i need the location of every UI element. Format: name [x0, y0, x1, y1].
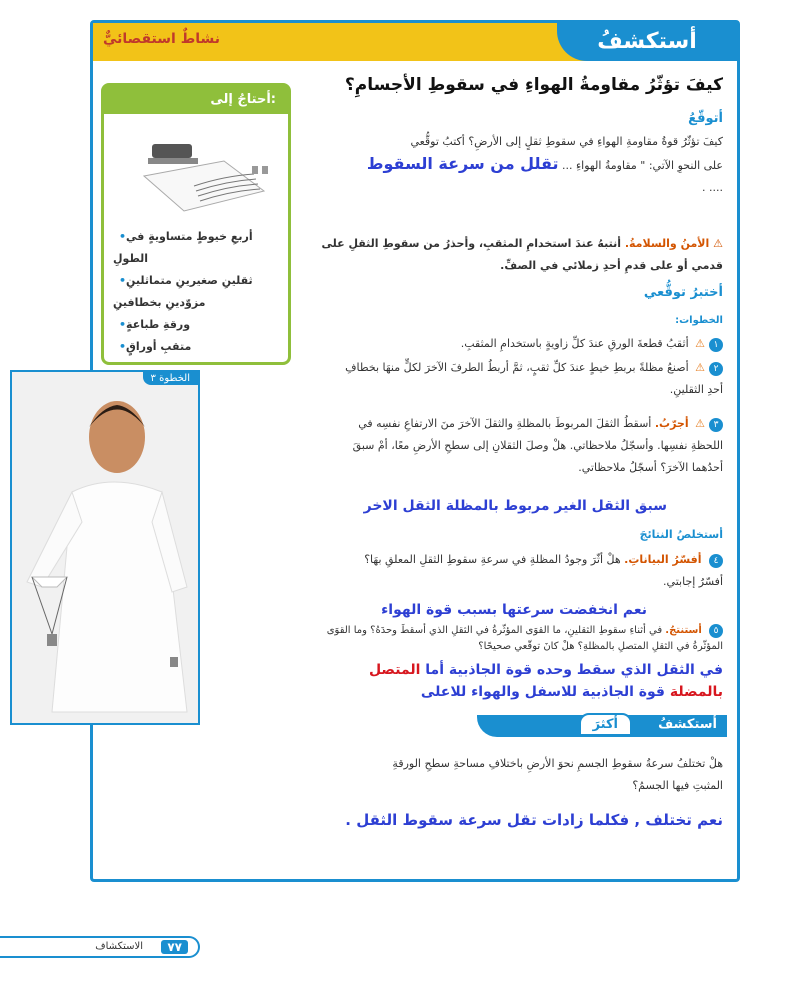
step-4: [343, 549, 723, 593]
answer-3: سبق الثقل الغير مربوط بالمظلة الثقل الاخر: [363, 498, 667, 514]
step-2-text: أصنعُ مظلةً بربطِ خيطٍ عندَ كلِّ ثقبٍ، ثمَّ أربطُ الطرفَ الآخرَ لكلٍّ منهَا بخطافِ أحدِ الثقلينِ.: [345, 361, 723, 396]
predict-line-2: [313, 153, 723, 177]
step-4-label: أفسّرُ البياناتِ.: [624, 553, 702, 566]
answer-5-part-d: قوة الجاذبية للاسفل والهواء للاعلى: [420, 684, 665, 700]
step-2: [343, 357, 723, 401]
main-question: كيفَ تؤثّرُ مقاومةُ الهواءِ في سقوطِ الأجسامِ؟: [344, 75, 723, 95]
list-item: • أربعِ خيوطٍ متساويةٍ في الطولِ: [113, 226, 278, 270]
materials-list: [113, 226, 278, 358]
safety-text: أنتبهُ عندَ استخدامِ المثقبِ، وأحذرُ من سقوطِ الثقلِ على قدمي أو على قدمِ أحدِ زملائي في الصفِّ.: [321, 237, 723, 272]
warning-icon: ⚠: [695, 417, 705, 430]
steps-label: الخطوات:: [675, 315, 723, 326]
predict-answer: تقلل من سرعة السقوط: [366, 154, 559, 173]
boy-photo: [10, 370, 200, 725]
answer-5-line-2: [323, 681, 723, 703]
safety-label: الأمنُ والسلامةُ.: [624, 237, 710, 250]
predict-dots: .... .: [702, 181, 723, 194]
footer-label: الاستكشاف: [95, 941, 143, 952]
test-heading: أختبرُ توقُّعي: [643, 285, 723, 300]
list-item: • متقبِ أوراقٍ: [113, 336, 278, 358]
materials-illustration: [134, 136, 274, 216]
header-bar: [93, 23, 737, 61]
step-1-text: أثقبُ قطعةَ الورقِ عندَ كلِّ زاويةٍ باستخدامِ المثقبِ.: [460, 337, 689, 350]
explore-more-answer: نعم تختلف , فكلما زادات تقل سرعة سقوط الثقل .: [345, 811, 723, 829]
list-item: • ورقةِ طباعةٍ: [113, 314, 278, 336]
step-4-text: هلْ أثّرَ وجودُ المظلةِ في سرعةِ سقوطِ الثقلِ المعلقِ بهَا؟ أفسّرُ إجابتي.: [364, 553, 723, 588]
explore-q-line-1: هلْ تختلفُ سرعةُ سقوطِ الجسمِ نحوَ الأرضِ باختلافِ مساحةِ سطحِ الورقةِ: [392, 757, 723, 770]
predict-text: [313, 131, 723, 199]
step-3-label: أجرّبُ.: [654, 417, 689, 430]
warning-icon: ⚠: [695, 361, 705, 374]
page-title: أستكشفُ: [557, 23, 737, 61]
step-number: ٥: [709, 624, 723, 638]
answer-5: [323, 659, 723, 703]
boy-with-parachute-image: [12, 372, 198, 723]
safety-note: [313, 233, 723, 277]
list-item: • ثقلينِ صغيرينِ متماثلينِ مزوّدينِ بخطافينِ: [113, 270, 278, 314]
answer-5-line-1: [323, 659, 723, 681]
activity-label: نشاطٌ استقصائيٌّ: [103, 31, 221, 47]
warning-icon: ⚠: [713, 237, 723, 250]
page-number: ٧٧: [161, 940, 188, 954]
answer-5-part-a: في الثقل الذي سقط وحده قوة الجاذبية أما: [425, 662, 723, 678]
step-number: ٤: [709, 554, 723, 568]
conclude-heading: أستخلصُ النتائجَ: [639, 528, 723, 541]
step-5-label: أستنتجُ.: [665, 625, 702, 636]
step-number: ٢: [709, 362, 723, 376]
step-3: [343, 413, 723, 479]
materials-box: [101, 83, 291, 365]
explore-more-question: [303, 753, 723, 797]
explore-q-line-2: المثبتِ فيها الجسمُ؟: [632, 779, 723, 792]
step-number: ١: [709, 338, 723, 352]
warning-icon: ⚠: [695, 337, 705, 350]
explore-more-b: أكثرَ: [579, 713, 632, 736]
page-footer: [0, 936, 200, 958]
explore-more-bar: [477, 715, 727, 737]
step-5-text: في أثناءِ سقوطِ الثقلينِ، ما القوَى المؤثّرةُ في الثقلِ الذي أسقطَ وحدَهُ؟ وما القوَى المؤثّرةُ في الثقلِ المتصلِ بالمظلةِ؟ هلْ كانَ توقّعي صحيحًا؟: [326, 625, 723, 652]
step-tag: الخطوة ٣: [143, 372, 198, 385]
answer-5-part-c: بالمضلة: [669, 684, 723, 700]
materials-heading: أحتاجُ إلى:: [104, 86, 288, 114]
predict-line-2-text: على النحوِ الآتي: " مقاومةُ الهواءِ ...: [562, 159, 723, 172]
step-3-text: أسقطُ الثقلَ المربوطَ بالمظلةِ والثقلَ الآخرَ منَ الارتفاعِ نفسِه في اللحظةِ نفسِها. وأسجّلُ ملاحظاتي. هلْ وصلَ الثقلانِ إلى سطحِ الأرضِ معًا، أمْ سبقَ أحدُهما الآخرَ؟ أسجّلُ ملاحظاتي.: [352, 417, 723, 474]
explore-more-a: أستكشفُ: [658, 717, 717, 732]
answer-4: نعم انخفضت سرعتها بسبب قوة الهواء: [381, 602, 647, 618]
step-5: [323, 623, 723, 655]
predict-line-1: كيفَ تؤثّرُ قوةُ مقاومةِ الهواءِ في سقوطِ ثقلٍ إلى الأرضِ؟ أكتبُ توقُّعي: [410, 135, 723, 148]
step-number: ٣: [709, 418, 723, 432]
predict-heading: أتوقّعُ: [688, 111, 723, 126]
answer-5-part-b: المتصل: [368, 662, 421, 678]
